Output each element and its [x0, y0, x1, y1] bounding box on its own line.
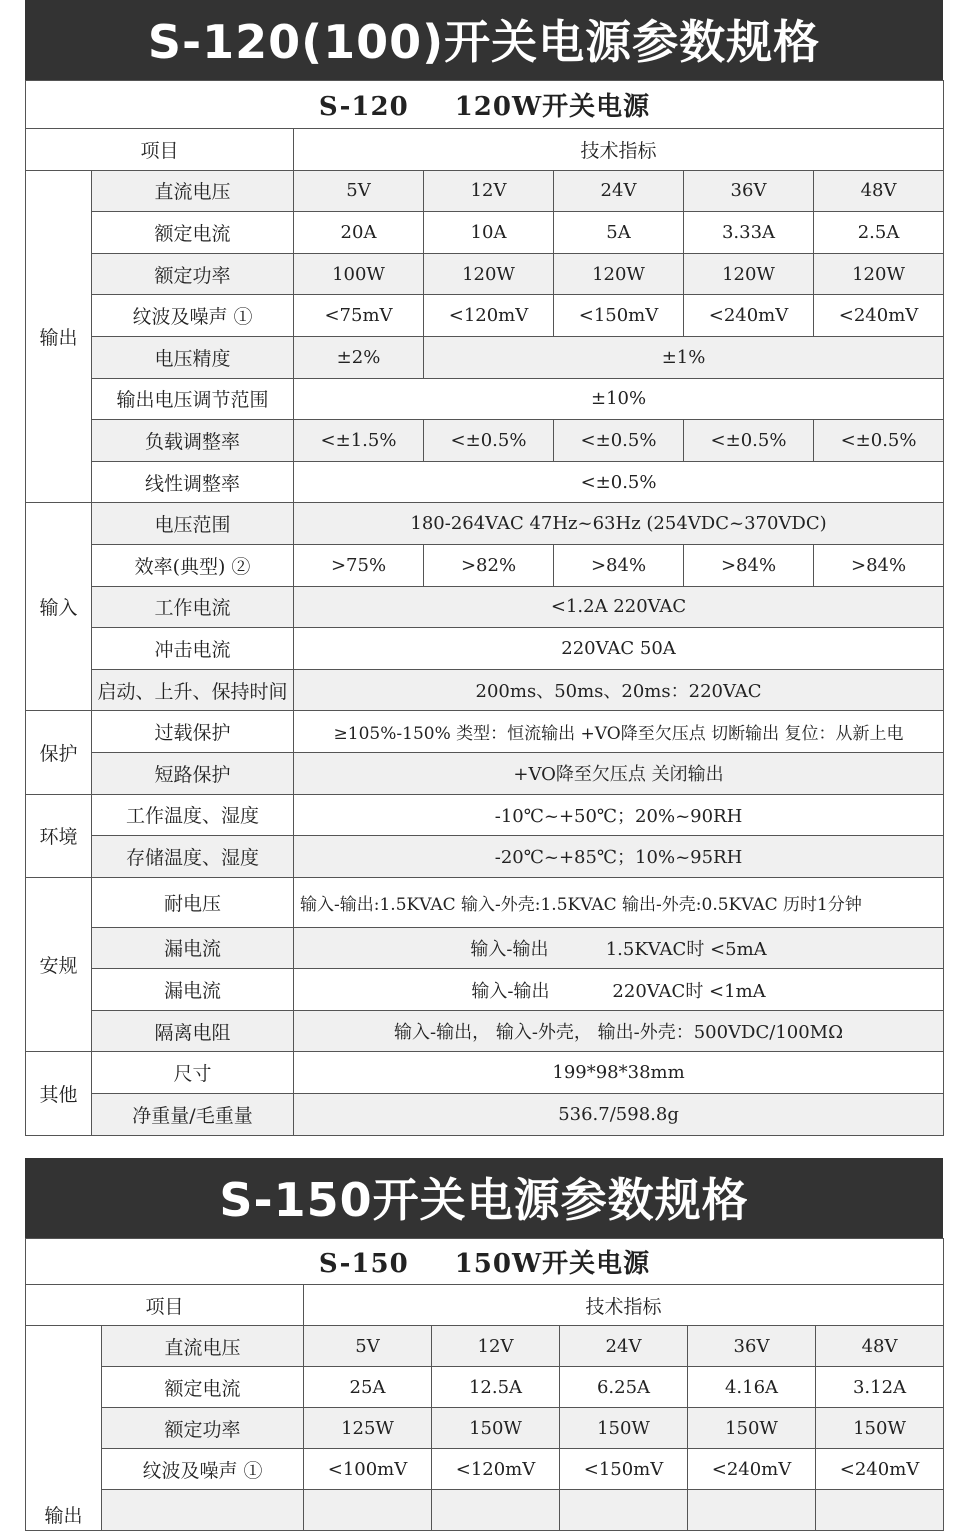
table-row	[26, 1326, 944, 1367]
group-safety: 安规	[26, 877, 92, 1052]
cell-value: 120W	[424, 253, 554, 295]
table-row	[26, 969, 944, 1011]
row-label: 启动、上升、保持时间	[92, 669, 294, 711]
row-label: 额定功率	[92, 253, 294, 295]
cell-value	[688, 1490, 816, 1531]
cell-value: 2.5A	[814, 212, 944, 254]
cell-value: 4.16A	[688, 1367, 816, 1408]
cell-value: 3.12A	[816, 1367, 944, 1408]
cell-value: 120W	[684, 253, 814, 295]
cell-value: 12V	[432, 1326, 560, 1367]
table-row	[26, 836, 944, 878]
row-label	[102, 1490, 304, 1531]
cell-value: >84%	[554, 544, 684, 586]
group-input: 输入	[26, 503, 92, 711]
cell-value: ±10%	[294, 378, 944, 420]
group-output: 输出	[26, 1326, 102, 1531]
table-row	[26, 927, 944, 969]
cell-value: 36V	[684, 170, 814, 212]
model-row	[26, 81, 944, 129]
cell-value: 48V	[814, 170, 944, 212]
spec-table-s150	[25, 1238, 944, 1531]
cell-value: <240mV	[684, 295, 814, 337]
table-row	[26, 212, 944, 254]
table-row	[26, 253, 944, 295]
cell-value: 输入-输出 1.5KVAC时 <5mA	[294, 927, 944, 969]
model-title	[26, 81, 944, 129]
row-label: 输出电压调节范围	[92, 378, 294, 420]
cell-value: 25A	[304, 1367, 432, 1408]
row-label: 直流电压	[92, 170, 294, 212]
row-label: 线性调整率	[92, 461, 294, 503]
cell-value: <240mV	[814, 295, 944, 337]
table-row	[26, 1408, 944, 1449]
table-row	[26, 1490, 944, 1531]
cell-value: -20℃~+85℃；10%~95RH	[294, 836, 944, 878]
row-label: 冲击电流	[92, 628, 294, 670]
cell-value: <150mV	[560, 1449, 688, 1490]
cell-value	[816, 1490, 944, 1531]
cell-value	[432, 1490, 560, 1531]
cell-value: 150W	[560, 1408, 688, 1449]
row-label: 短路保护	[92, 752, 294, 794]
row-label: 额定电流	[102, 1367, 304, 1408]
header-spec: 技术指标	[304, 1285, 944, 1326]
table-row	[26, 170, 944, 212]
row-label: 纹波及噪声 ①	[102, 1449, 304, 1490]
row-label: 尺寸	[92, 1052, 294, 1094]
cell-value: <120mV	[424, 295, 554, 337]
table-row	[26, 877, 944, 927]
cell-value: <±1.5%	[294, 420, 424, 462]
spec-table-s120	[25, 80, 944, 1136]
table-row	[26, 295, 944, 337]
cell-value: 180-264VAC 47Hz~63Hz (254VDC~370VDC)	[294, 503, 944, 545]
table-row	[26, 1010, 944, 1052]
group-environment: 环境	[26, 794, 92, 877]
cell-value: 36V	[688, 1326, 816, 1367]
cell-value	[560, 1490, 688, 1531]
cell-value: +VO降至欠压点 关闭输出	[294, 752, 944, 794]
model-title	[26, 1239, 944, 1285]
header-row	[26, 129, 944, 171]
cell-value: >84%	[814, 544, 944, 586]
cell-value: 220VAC 50A	[294, 628, 944, 670]
table-row	[26, 1094, 944, 1136]
model-name: S-150	[318, 1249, 409, 1279]
cell-value: ±2%	[294, 336, 424, 378]
cell-value: 输入-输出 220VAC时 <1mA	[294, 969, 944, 1011]
cell-value: 5A	[554, 212, 684, 254]
table-row	[26, 711, 944, 753]
cell-value: <150mV	[554, 295, 684, 337]
cell-value: <120mV	[432, 1449, 560, 1490]
table-row	[26, 586, 944, 628]
cell-value: ≥105%-150% 类型：恒流输出 +VO降至欠压点 切断输出 复位：从新上电	[294, 711, 944, 753]
cell-value: 输入-输出， 输入-外壳， 输出-外壳：500VDC/100MΩ	[294, 1010, 944, 1052]
cell-value: 24V	[560, 1326, 688, 1367]
cell-value: 12.5A	[432, 1367, 560, 1408]
table-row	[26, 628, 944, 670]
cell-value: <100mV	[304, 1449, 432, 1490]
table-row	[26, 461, 944, 503]
row-label: 直流电压	[102, 1326, 304, 1367]
model-name: S-120	[318, 92, 409, 122]
table-row	[26, 336, 944, 378]
row-label: 漏电流	[92, 969, 294, 1011]
row-label: 净重量/毛重量	[92, 1094, 294, 1136]
cell-value: 536.7/598.8g	[294, 1094, 944, 1136]
cell-value: >82%	[424, 544, 554, 586]
row-label: 漏电流	[92, 927, 294, 969]
cell-value: ±1%	[424, 336, 944, 378]
cell-value: 24V	[554, 170, 684, 212]
row-label: 存储温度、湿度	[92, 836, 294, 878]
table-row	[26, 1367, 944, 1408]
cell-value: <240mV	[816, 1449, 944, 1490]
cell-value: 5V	[304, 1326, 432, 1367]
cell-value: <±0.5%	[684, 420, 814, 462]
group-protection: 保护	[26, 711, 92, 794]
cell-value: 120W	[554, 253, 684, 295]
table-row	[26, 1449, 944, 1490]
row-label: 电压精度	[92, 336, 294, 378]
cell-value: <±0.5%	[814, 420, 944, 462]
spec-banner-s150: S-150开关电源参数规格	[25, 1158, 943, 1238]
table-row	[26, 503, 944, 545]
cell-value: 48V	[816, 1326, 944, 1367]
row-label: 隔离电阻	[92, 1010, 294, 1052]
row-label: 额定电流	[92, 212, 294, 254]
cell-value: <±0.5%	[294, 461, 944, 503]
cell-value: 150W	[816, 1408, 944, 1449]
cell-value: >75%	[294, 544, 424, 586]
table-row	[26, 752, 944, 794]
cell-value: <±0.5%	[554, 420, 684, 462]
cell-value: 150W	[432, 1408, 560, 1449]
cell-value: 10A	[424, 212, 554, 254]
cell-value: <±0.5%	[424, 420, 554, 462]
cell-value: 100W	[294, 253, 424, 295]
header-row	[26, 1285, 944, 1326]
cell-value: <240mV	[688, 1449, 816, 1490]
table-row	[26, 420, 944, 462]
header-item: 项目	[26, 1285, 304, 1326]
header-item: 项目	[26, 129, 294, 171]
table-row	[26, 544, 944, 586]
row-label: 工作温度、湿度	[92, 794, 294, 836]
group-output: 输出	[26, 170, 92, 503]
table-row	[26, 1052, 944, 1094]
row-label: 负载调整率	[92, 420, 294, 462]
cell-value: 3.33A	[684, 212, 814, 254]
cell-value: 200ms、50ms、20ms：220VAC	[294, 669, 944, 711]
model-description: 120W开关电源	[454, 92, 651, 122]
cell-value: 120W	[814, 253, 944, 295]
row-label: 电压范围	[92, 503, 294, 545]
cell-value: <1.2A 220VAC	[294, 586, 944, 628]
row-label: 工作电流	[92, 586, 294, 628]
cell-value: 6.25A	[560, 1367, 688, 1408]
group-other: 其他	[26, 1052, 92, 1135]
cell-value: <75mV	[294, 295, 424, 337]
row-label: 效率(典型) ②	[92, 544, 294, 586]
cell-value: 20A	[294, 212, 424, 254]
cell-value: 12V	[424, 170, 554, 212]
cell-value: 150W	[688, 1408, 816, 1449]
model-row	[26, 1239, 944, 1285]
table-row	[26, 794, 944, 836]
row-label: 耐电压	[92, 877, 294, 927]
spec-banner-s120: S-120(100)开关电源参数规格	[25, 0, 943, 80]
model-description: 150W开关电源	[454, 1249, 651, 1279]
cell-value	[304, 1490, 432, 1531]
row-label: 过载保护	[92, 711, 294, 753]
cell-value: 125W	[304, 1408, 432, 1449]
cell-value: 输入-输出:1.5KVAC 输入-外壳:1.5KVAC 输出-外壳:0.5KVAC 历时1分钟	[294, 877, 944, 927]
row-label: 纹波及噪声 ①	[92, 295, 294, 337]
cell-value: -10℃~+50℃；20%~90RH	[294, 794, 944, 836]
cell-value: 199*98*38mm	[294, 1052, 944, 1094]
cell-value: >84%	[684, 544, 814, 586]
table-row	[26, 669, 944, 711]
cell-value: 5V	[294, 170, 424, 212]
header-spec: 技术指标	[294, 129, 944, 171]
table-row	[26, 378, 944, 420]
row-label: 额定功率	[102, 1408, 304, 1449]
